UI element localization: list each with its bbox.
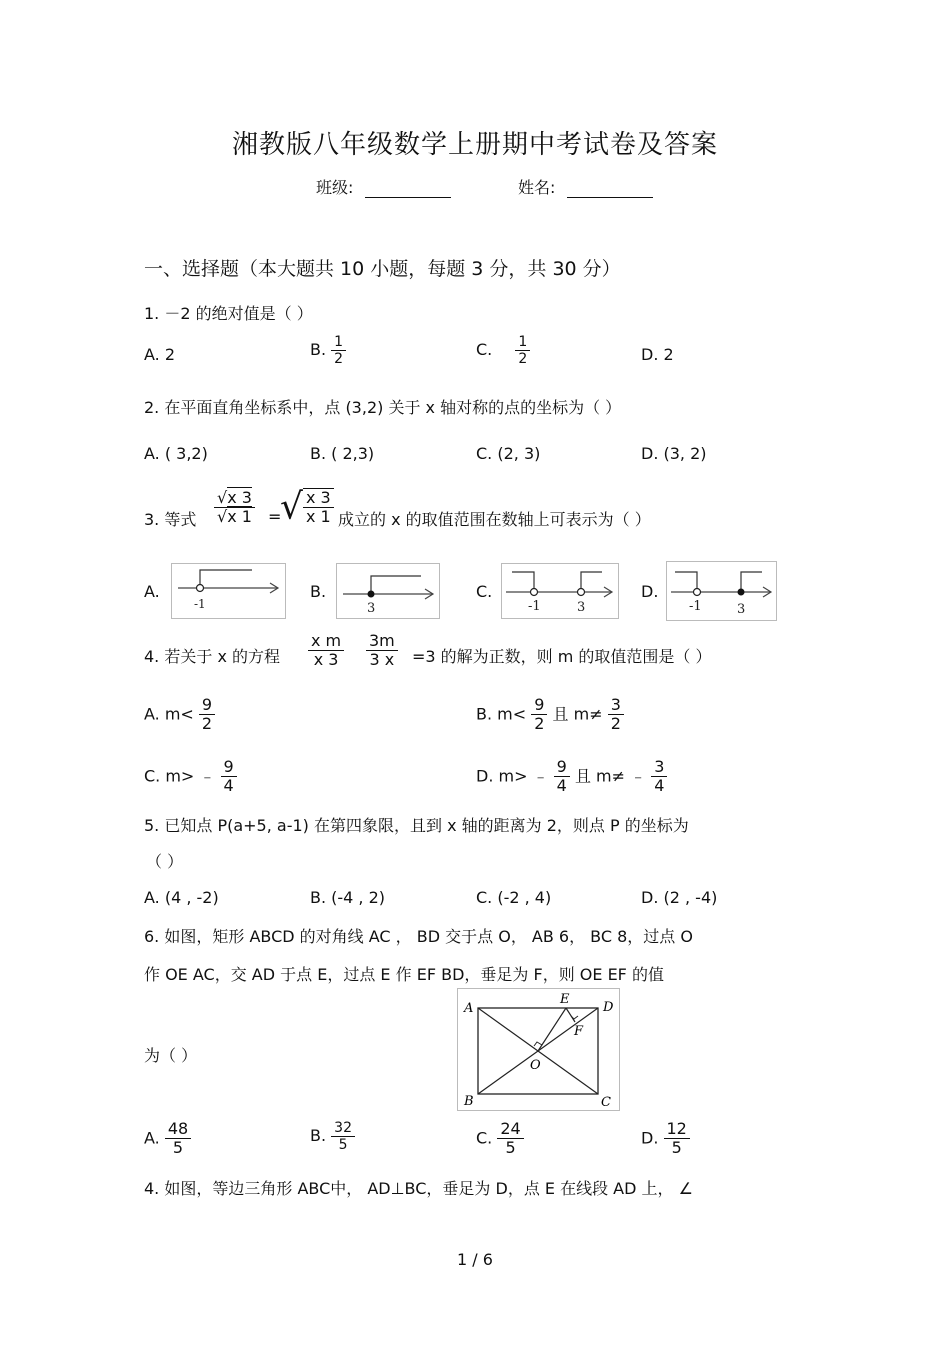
- q5-option-b: B. (-4 , 2): [310, 888, 386, 907]
- tick-label: -1: [689, 599, 702, 614]
- denominator: 4: [654, 776, 665, 796]
- denominator: x 1: [305, 507, 331, 527]
- denominator: 5: [671, 1138, 682, 1158]
- q6-option-c: [476, 1120, 524, 1158]
- denominator: 2: [518, 351, 528, 368]
- q6-option-a: [144, 1120, 191, 1158]
- q3-c-label: C.: [476, 582, 493, 601]
- numerator: 32: [331, 1120, 355, 1137]
- tick-label: -1: [194, 597, 206, 611]
- vertex-label: D: [603, 1000, 614, 1015]
- q6-a-label: A.: [144, 1128, 160, 1148]
- vertex-label: F: [574, 1024, 584, 1039]
- q1-c-fraction: [515, 334, 530, 367]
- q5-paren: （ ）: [146, 852, 184, 871]
- vertex-label: O: [530, 1058, 541, 1073]
- fraction: [554, 758, 570, 796]
- fraction: [651, 758, 667, 796]
- fraction: [221, 758, 237, 796]
- q3-rhs-fraction: [303, 488, 334, 527]
- q6-option-d: [641, 1120, 690, 1158]
- denominator: 5: [338, 1137, 348, 1154]
- q4-prefix: 4. 若关于 x 的方程: [144, 647, 280, 666]
- name-label: 姓名:: [518, 178, 556, 197]
- q3-b-label: B.: [310, 582, 327, 601]
- q6-c-label: C.: [476, 1128, 493, 1148]
- vertex-label: E: [560, 992, 570, 1007]
- q3-b-numberline: [336, 563, 440, 619]
- denominator: 5: [505, 1138, 516, 1158]
- fraction: [165, 1120, 191, 1158]
- q1-stem: 1. －2 的绝对值是（ ）: [144, 304, 313, 323]
- q5-option-d: D. (2 , -4): [641, 888, 718, 907]
- q4-c-label: C. m> ﹣: [144, 766, 216, 786]
- tick-label: 3: [367, 601, 376, 616]
- q3-rhs: [280, 488, 334, 527]
- q4-option-c: [144, 758, 237, 796]
- q3-a-numberline: [171, 563, 286, 619]
- vertex-label: A: [464, 1001, 474, 1016]
- q6-line-3: 为（ ）: [144, 1046, 198, 1065]
- numerator: 3: [608, 696, 624, 715]
- tick-label: 3: [577, 600, 586, 615]
- numberline-figure: [502, 564, 618, 618]
- q3-lhs: [214, 489, 255, 527]
- name-field: [518, 175, 653, 198]
- class-label: 班级:: [316, 178, 354, 197]
- numberline-figure: [172, 564, 285, 618]
- q2-option-b: B. ( 2,3): [310, 444, 375, 463]
- sqrt-sign: √: [217, 507, 228, 527]
- q1-b-fraction: [331, 334, 346, 367]
- denominator: [214, 508, 255, 526]
- q6-d-label: D.: [641, 1128, 659, 1148]
- q2-option-a: A. ( 3,2): [144, 444, 208, 463]
- rectangle-diagram: [458, 989, 619, 1110]
- denominator: x 3: [313, 650, 339, 670]
- numberline-figure: [337, 564, 439, 618]
- denominator: 4: [556, 776, 567, 796]
- q4-a-label: A. m<: [144, 704, 194, 724]
- denominator: 2: [334, 351, 344, 368]
- numerator: 24: [497, 1120, 523, 1139]
- q4-option-b: [476, 696, 624, 734]
- q6-line-2: 作 OE AC，交 AD 于点 E，过点 E 作 EF BD，垂足为 F，则 OE EF 的值: [144, 965, 664, 984]
- q6-rectangle-figure: [457, 988, 620, 1111]
- q5-option-c: C. (-2 , 4): [476, 888, 552, 907]
- radicand: x 1: [227, 507, 252, 527]
- q3-equals: =: [268, 507, 282, 526]
- numerator: 3: [651, 758, 667, 777]
- class-field: [316, 175, 451, 198]
- q3-lhs-fraction: [214, 489, 255, 527]
- fraction: [664, 1120, 690, 1158]
- sqrt-sign: √: [280, 486, 303, 528]
- radicand: x 3: [227, 488, 252, 507]
- denominator: 2: [534, 714, 545, 734]
- fraction: [366, 632, 398, 670]
- numberline-figure: [667, 562, 776, 620]
- q6-line-1: 6. 如图，矩形 ABCD 的对角线 AC ， BD 交于点 O， AB 6， BC 8，过点 O: [144, 927, 693, 946]
- q1-option-b: [310, 334, 346, 367]
- q4-fraction-2: [366, 632, 398, 670]
- vertex-label: B: [464, 1094, 474, 1109]
- numerator: 1: [515, 334, 530, 351]
- q2-option-d: D. (3, 2): [641, 444, 707, 463]
- page-number: 1 / 6: [457, 1250, 493, 1269]
- vertex-label: C: [601, 1095, 611, 1110]
- fraction: [199, 696, 215, 734]
- q5-stem: 5. 已知点 P(a+5, a-1) 在第四象限，且到 x 轴的距离为 2，则点 P 的坐标为: [144, 816, 689, 835]
- q4-option-a: [144, 696, 215, 734]
- q4-d-label: D. m> ﹣: [476, 766, 549, 786]
- q4-d-mid: 且 m≠ ﹣: [574, 766, 647, 786]
- q4-fraction-1: [308, 632, 344, 670]
- numerator: 48: [165, 1120, 191, 1139]
- q2-stem: 2. 在平面直角坐标系中，点 (3,2) 关于 x 轴对称的点的坐标为（ ）: [144, 398, 622, 417]
- name-blank: [567, 179, 653, 198]
- page-title: 湘教版八年级数学上册期中考试卷及答案: [231, 130, 718, 160]
- denominator: 2: [201, 714, 213, 734]
- numerator: 9: [221, 758, 237, 777]
- fraction: [497, 1120, 523, 1158]
- numerator: 1: [331, 334, 346, 351]
- denominator: 4: [223, 776, 234, 796]
- q3-d-numberline: [666, 561, 777, 621]
- q3-c-numberline: [501, 563, 619, 619]
- numerator: 9: [554, 758, 570, 777]
- denominator: 2: [610, 714, 621, 734]
- q1-c-label: C.: [476, 340, 493, 360]
- numerator: 12: [664, 1120, 690, 1139]
- q1-b-label: B.: [310, 340, 327, 360]
- fraction: [531, 696, 547, 734]
- fraction: [608, 696, 624, 734]
- section-heading: 一、选择题（本大题共 10 小题，每题 3 分，共 30 分）: [144, 258, 621, 280]
- numerator: 9: [199, 696, 215, 715]
- q4-b-label: B. m<: [476, 704, 527, 724]
- fraction: [308, 632, 344, 670]
- denominator: 3 x: [369, 650, 395, 670]
- q6-b-label: B.: [310, 1126, 327, 1146]
- numerator: 3m: [366, 632, 398, 651]
- q3-prefix: 3. 等式: [144, 510, 197, 529]
- q1-option-d: D. 2: [641, 345, 674, 364]
- q3-suffix: 成立的 x 的取值范围在数轴上可表示为（ ）: [338, 510, 651, 529]
- q4-b-mid: 且 m≠: [552, 704, 603, 724]
- q6-option-b: [310, 1120, 355, 1153]
- q1-option-c: [476, 334, 530, 367]
- q4-option-d: [476, 758, 667, 796]
- q7-stem: 4. 如图，等边三角形 ABC中， AD⊥BC，垂足为 D，点 E 在线段 AD 上， ∠: [144, 1179, 693, 1198]
- class-blank: [365, 179, 451, 198]
- q5-option-a: A. (4 , -2): [144, 888, 219, 907]
- q3-a-label: A.: [144, 582, 160, 601]
- sqrt-sign: √: [217, 488, 228, 507]
- tick-label: 3: [737, 602, 746, 617]
- q3-d-label: D.: [641, 582, 659, 601]
- denominator: 5: [172, 1138, 184, 1158]
- q1-option-a: A. 2: [144, 345, 176, 364]
- tick-label: -1: [528, 599, 541, 614]
- fraction: [331, 1120, 355, 1153]
- q4-suffix: =3 的解为正数，则 m 的取值范围是（ ）: [412, 647, 712, 666]
- numerator: x m: [308, 632, 344, 651]
- numerator: 9: [531, 696, 547, 715]
- q2-option-c: C. (2, 3): [476, 444, 541, 463]
- numerator: x 3: [303, 489, 334, 508]
